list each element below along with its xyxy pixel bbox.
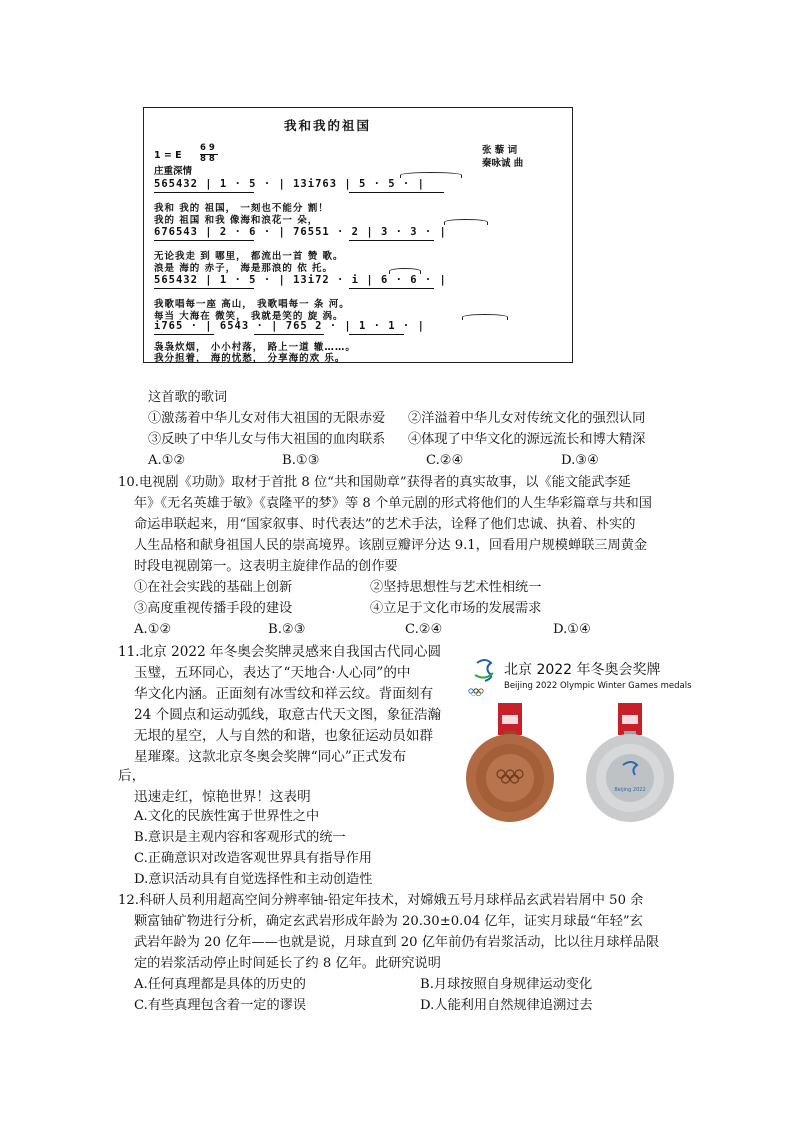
q11-line: 玉璧，五环同心，表达了“天地合·人心同”的中 bbox=[134, 665, 411, 681]
q9-choice-a: A.①② bbox=[148, 453, 186, 468]
score-lyric-line: 袅袅炊烟， 小小村落， 路上一道 辙……。 bbox=[154, 342, 356, 353]
q10-line: 年》《无名英雄于敏》《袁隆平的梦》等 8 个单元剧的形式将他们的人生华彩篇章与共和国 bbox=[134, 496, 652, 511]
score-lyric-line: 每当 大海在 微笑， 我就是笑的 旋 涡。 bbox=[154, 311, 344, 322]
q11-choice-c: C.正确意识对改造客观世界具有指导作用 bbox=[134, 851, 372, 866]
q10-choice-a: A.①② bbox=[134, 622, 172, 637]
q12-choice-d: D.人能利用自然规律追溯过去 bbox=[420, 998, 593, 1013]
q10-line: 人生品格和献身祖国人民的崇高境界。该剧豆瓣评分达 9.1，回看用户规模蝉联三周黄金 bbox=[134, 538, 648, 553]
q10-option-1: ①在社会实践的基础上创新 bbox=[134, 580, 293, 595]
q11-choice-b: B.意识是主观内容和客观形式的统一 bbox=[134, 830, 346, 845]
song-tempo: 庄重深情 bbox=[154, 166, 193, 177]
q11-line: 无垠的星空，人与自然的和谐，也象征运动员如群 bbox=[134, 728, 434, 744]
q12-choice-a: A.任何真理都是具体的历史的 bbox=[134, 977, 306, 992]
q9-option-2: ②洋溢着中华儿女对传统文化的强烈认同 bbox=[408, 411, 646, 426]
q9-option-3: ③反映了中华儿女与伟大祖国的血肉联系 bbox=[148, 432, 386, 447]
medal-title-en: Beijing 2022 Olympic Winter Games medals bbox=[504, 681, 692, 691]
song-lyricist: 张 藜 词 bbox=[482, 145, 518, 156]
q12-line: 12.科研人员利用超高空间分辨率铀-铅定年技术，对嫦娥五号月球样品玄武岩岩屑中 50 余 bbox=[118, 893, 644, 908]
beijing-2022-emblem-icon bbox=[469, 660, 493, 696]
q11-line: 迅速走红，惊艳世界！这表明 bbox=[134, 789, 311, 805]
medals-illustration bbox=[457, 653, 687, 829]
score-lyric-line: 我的 祖国 和我 像海和浪花一 朵， bbox=[154, 215, 319, 226]
q12-choice-b: B.月球按照自身规律运动变化 bbox=[420, 977, 593, 992]
song-title: 我和我的祖国 bbox=[284, 118, 372, 133]
q11-line: 华文化内涵。正面刻有冰雪纹和祥云纹。背面刻有 bbox=[134, 686, 434, 702]
q11-line: 11.北京 2022 年冬奥会奖牌灵感来自我国古代同心圆 bbox=[118, 644, 442, 660]
song-time-bottom: 8 8 bbox=[200, 154, 215, 164]
q11-line: 星璀璨。这款北京冬奥会奖牌“同心”正式发布 bbox=[134, 749, 407, 765]
medal-title-cn: 北京 2022 年冬奥会奖牌 bbox=[504, 662, 661, 678]
q9-choice-c: C.②④ bbox=[426, 453, 464, 468]
q12-choice-c: C.有些真理包含着一定的谬误 bbox=[134, 998, 307, 1013]
score-notes-line: 565432 | 1 · 5 · | 13i763 | 5 · 5 · | bbox=[154, 178, 425, 190]
q10-option-3: ③高度重视传播手段的建设 bbox=[134, 601, 293, 616]
q12-line: 定的岩浆活动停止时间延长了约 8 亿年。此研究说明 bbox=[134, 956, 441, 971]
silver-medal-logo-text: Beijing 2022 bbox=[614, 787, 646, 793]
q11-choice-a: A.文化的民族性寓于世界性之中 bbox=[134, 809, 320, 824]
q9-stem: 这首歌的歌词 bbox=[148, 390, 228, 405]
score-lyric-line: 我歌唱每一座 高山， 我歌唱每一 条 河。 bbox=[154, 299, 350, 310]
score-lyric-line: 我分担着， 海的忧愁， 分享海的欢 乐。 bbox=[154, 353, 346, 364]
q11-line: 后， bbox=[118, 768, 146, 784]
song-composer: 秦咏诚 曲 bbox=[482, 158, 524, 169]
score-notes-line: i765 · | 6543 · | 765 2 · | 1 · 1 · | bbox=[154, 320, 425, 332]
song-time-top: 6 9 bbox=[200, 143, 215, 153]
medal-ribbons bbox=[498, 703, 642, 735]
q10-choice-b: B.②③ bbox=[268, 622, 306, 637]
silver-medal bbox=[586, 731, 674, 822]
song-key: 1 = E bbox=[154, 150, 182, 161]
score-notes-line: 565432 | 1 · 5 · | 13i72 · i | 6 · 6 · | bbox=[154, 274, 447, 286]
q10-choice-c: C.②④ bbox=[405, 622, 443, 637]
q10-choice-d: D.①④ bbox=[553, 622, 591, 637]
q11-line: 24 个圆点和运动弧线，取意古代天文图，象征浩瀚 bbox=[134, 707, 442, 723]
score-notes-line: 676543 | 2 · 6 · | 76551 · 2 | 3 · 3 · | bbox=[154, 226, 447, 238]
q9-choice-b: B.①③ bbox=[282, 453, 320, 468]
q12-line: 武岩年龄为 20 亿年——也就是说，月球直到 20 亿年前仍有岩浆活动，比以往月球样品限 bbox=[134, 935, 660, 950]
score-lyric-line: 无论我走 到 哪里， 都流出一首 赞 歌。 bbox=[154, 251, 344, 262]
q9-option-1: ①激荡着中华儿女对伟大祖国的无限赤爱 bbox=[148, 411, 386, 426]
q10-option-4: ④立足于文化市场的发展需求 bbox=[370, 601, 542, 616]
bronze-medal bbox=[466, 731, 554, 822]
q10-option-2: ②坚持思想性与艺术性相统一 bbox=[370, 580, 542, 595]
olympic-medals-image bbox=[457, 653, 692, 829]
q9-option-4: ④体现了中华文化的源远流长和博大精深 bbox=[408, 432, 646, 447]
q10-line: 10.电视剧《功勋》取材于首批 8 位“共和国勋章”获得者的真实故事，以《能文能武李延 bbox=[118, 475, 631, 490]
q12-line: 颗富铀矿物进行分析，确定玄武岩形成年龄为 20.30±0.04 亿年，证实月球最“年轻”玄 bbox=[134, 914, 643, 929]
score-lyric-line: 我和 我的 祖国， 一刻也不能分 割！ bbox=[154, 203, 329, 214]
score-lyric-line: 浪是 海的 赤子， 海是那浪的 依 托。 bbox=[154, 263, 334, 274]
q10-line: 时段电视剧第一。这表明主旋律作品的创作要 bbox=[134, 559, 398, 574]
q10-line: 命运串联起来，用“国家叙事、时代表达”的艺术手法，诠释了他们忠诚、执着、朴实的 bbox=[134, 517, 636, 532]
q11-choice-d: D.意识活动具有自觉选择性和主动创造性 bbox=[134, 872, 373, 887]
song-score-figure bbox=[143, 107, 573, 363]
q9-choice-d: D.③④ bbox=[561, 453, 599, 468]
